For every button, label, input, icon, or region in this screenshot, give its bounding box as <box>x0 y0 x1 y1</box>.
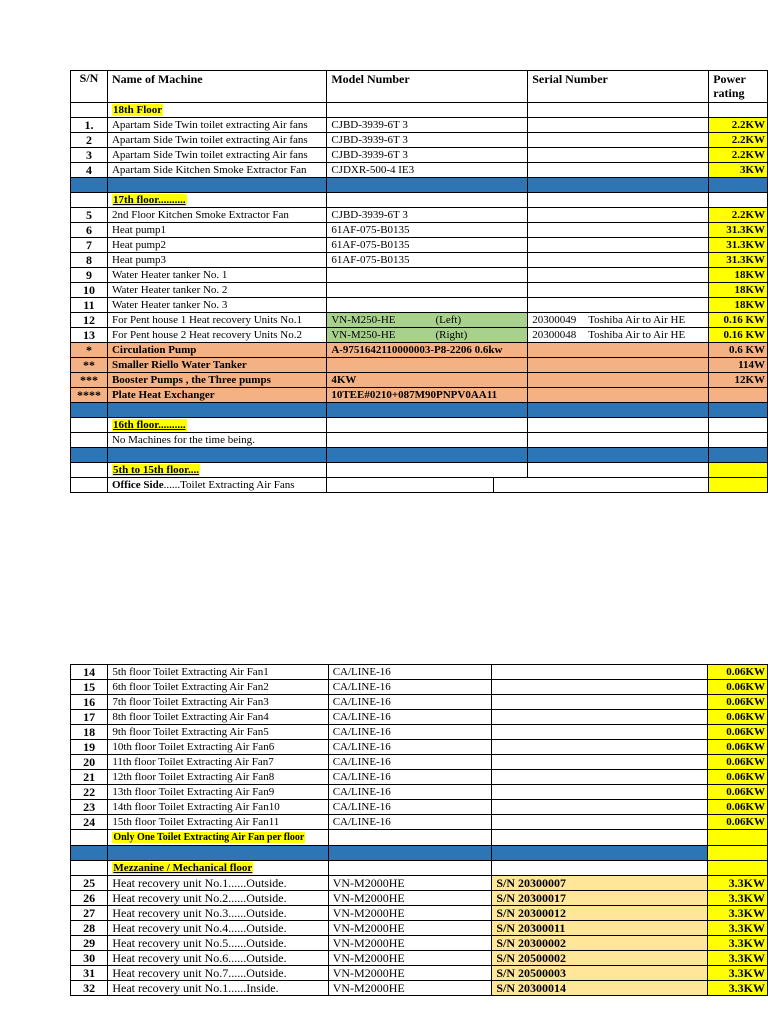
model-number-cell <box>327 298 528 313</box>
serial-number-cell: 20 <box>71 755 108 770</box>
machine-name-cell: 14th floor Toilet Extracting Air Fan10 <box>108 800 328 815</box>
power-rating-cell: 114W <box>709 358 768 373</box>
machine-name-cell: 12th floor Toilet Extracting Air Fan8 <box>108 770 328 785</box>
model-number-cell <box>327 328 528 343</box>
serial-number-cell: 23 <box>71 800 108 815</box>
machine-name-cell: 6th floor Toilet Extracting Air Fan2 <box>108 680 328 695</box>
machine-name-cell: For Pent house 1 Heat recovery Units No.1 <box>107 313 326 328</box>
header-power-line2: rating <box>713 86 745 100</box>
table-row <box>71 388 768 403</box>
machine-name-cell: Circulation Pump <box>107 343 326 358</box>
serial-cell <box>492 665 708 680</box>
separator-row <box>71 403 768 418</box>
model-number-cell: CJBD-3939-6T 3 <box>327 118 528 133</box>
power-rating-cell <box>709 388 768 403</box>
serial-cell <box>492 740 708 755</box>
machine-name-cell: 2nd Floor Kitchen Smoke Extractor Fan <box>107 208 326 223</box>
model-number-cell: CA/LINE-16 <box>328 695 492 710</box>
machine-name-cell: Apartam Side Twin toilet extracting Air fans <box>107 133 326 148</box>
fan-note-row <box>71 830 768 846</box>
power-rating-cell: 31.3KW <box>709 223 768 238</box>
machine-name-cell: Heat recovery unit No.5......Outside. <box>108 936 328 951</box>
unit-side-text: (Right) <box>435 329 468 341</box>
floor16-note: No Machines for the time being. <box>107 433 326 448</box>
serial-cell <box>492 725 708 740</box>
machine-name-cell: 11th floor Toilet Extracting Air Fan7 <box>108 755 328 770</box>
power-rating-cell: 3.3KW <box>708 951 768 966</box>
table-row <box>71 328 768 343</box>
model-number-cell: VN-M2000HE <box>328 876 492 891</box>
power-rating-cell: 0.16 KW <box>709 328 768 343</box>
model-number-cell: CA/LINE-16 <box>328 680 492 695</box>
power-rating-cell: 0.06KW <box>708 695 768 710</box>
separator-row <box>71 448 768 463</box>
model-text: VN-M250-HE <box>331 329 396 341</box>
table-row <box>71 981 768 996</box>
machine-name-cell: 5th floor Toilet Extracting Air Fan1 <box>108 665 328 680</box>
model-number-cell: CJBD-3939-6T 3 <box>327 208 528 223</box>
office-side-label: Office Side <box>111 479 164 491</box>
power-rating-cell: 0.06KW <box>708 740 768 755</box>
section-row-18th <box>71 103 768 118</box>
serial-number-cell: 1. <box>71 118 108 133</box>
model-number-cell: VN-M2000HE <box>328 981 492 996</box>
serial-text: 20300049 <box>532 314 577 326</box>
office-side-desc: ......Toilet Extracting Air Fans <box>163 479 295 491</box>
table-row <box>71 891 768 906</box>
power-rating-cell: 2.2KW <box>709 133 768 148</box>
serial-number-cell: 3 <box>71 148 108 163</box>
table-row <box>71 800 768 815</box>
serial-number-cell: 7 <box>71 238 108 253</box>
power-rating-cell: 3.3KW <box>708 981 768 996</box>
serial-number-cell: 4 <box>71 163 108 178</box>
note-row-16th <box>71 433 768 448</box>
table-row <box>71 665 768 680</box>
power-rating-cell: 3.3KW <box>708 921 768 936</box>
serial-cell <box>528 133 709 148</box>
machine-name-cell: For Pent house 2 Heat recovery Units No.2 <box>107 328 326 343</box>
serial-cell <box>528 148 709 163</box>
serial-number-cell: 12 <box>71 313 108 328</box>
table-row <box>71 680 768 695</box>
serial-cell <box>492 815 708 830</box>
serial-number-cell: 15 <box>71 680 108 695</box>
fan-note: Only One Toilet Extracting Air Fan per floor <box>113 832 305 843</box>
separator-row <box>71 178 768 193</box>
serial-number-cell: 28 <box>71 921 108 936</box>
header-serial: Serial Number <box>528 71 709 103</box>
serial-number-cell: 16 <box>71 695 108 710</box>
model-number-cell: VN-M2000HE <box>328 936 492 951</box>
model-number-cell: CA/LINE-16 <box>328 665 492 680</box>
machine-name-cell: Apartam Side Kitchen Smoke Extractor Fan <box>107 163 326 178</box>
power-rating-cell: 0.06KW <box>708 680 768 695</box>
power-rating-cell: 3.3KW <box>708 891 768 906</box>
power-rating-cell: 0.06KW <box>708 815 768 830</box>
section-row-5th-15th <box>71 463 768 478</box>
header-name: Name of Machine <box>107 71 326 103</box>
model-number-cell: VN-M2000HE <box>328 891 492 906</box>
power-rating-cell: 12KW <box>709 373 768 388</box>
brand-text: Toshiba Air to Air HE <box>588 314 686 326</box>
table-row <box>71 951 768 966</box>
table-row <box>71 770 768 785</box>
serial-number-cell: 5 <box>71 208 108 223</box>
model-text: VN-M250-HE <box>331 314 396 326</box>
machine-name-cell: Apartam Side Twin toilet extracting Air fans <box>107 118 326 133</box>
section-title-17th-floor: 17th floor.......... <box>112 194 186 206</box>
model-number-cell: 10TEE#0210+087M90PNPV0AA11 <box>327 388 528 403</box>
power-rating-cell: 0.16 KW <box>709 313 768 328</box>
serial-cell <box>528 313 709 328</box>
table-row <box>71 208 768 223</box>
power-rating-cell: 0.06KW <box>708 665 768 680</box>
section-title-mezzanine: Mezzanine / Mechanical floor <box>113 862 253 874</box>
table-row <box>71 268 768 283</box>
power-rating-cell: 0.06KW <box>708 725 768 740</box>
serial-number-cell: 11 <box>71 298 108 313</box>
table-row <box>71 118 768 133</box>
table-row <box>71 253 768 268</box>
serial-cell: S/N 20300007 <box>492 876 708 891</box>
serial-cell: S/N 20300014 <box>492 981 708 996</box>
serial-cell <box>492 710 708 725</box>
model-number-cell: CA/LINE-16 <box>328 740 492 755</box>
serial-number-cell: 31 <box>71 966 108 981</box>
serial-cell <box>492 785 708 800</box>
table-row <box>71 148 768 163</box>
power-rating-cell: 0.06KW <box>708 800 768 815</box>
table-row <box>71 906 768 921</box>
power-rating-cell: 18KW <box>709 268 768 283</box>
power-rating-cell: 3.3KW <box>708 936 768 951</box>
power-rating-cell: 3.3KW <box>708 876 768 891</box>
model-number-cell: VN-M2000HE <box>328 921 492 936</box>
serial-number-cell: 19 <box>71 740 108 755</box>
machine-table-bottom <box>70 664 768 996</box>
model-number-cell: CA/LINE-16 <box>328 755 492 770</box>
machine-name-cell: 10th floor Toilet Extracting Air Fan6 <box>108 740 328 755</box>
serial-cell <box>528 268 709 283</box>
serial-cell <box>492 800 708 815</box>
serial-cell <box>528 283 709 298</box>
model-number-cell <box>327 313 528 328</box>
model-number-cell: CA/LINE-16 <box>328 725 492 740</box>
model-number-cell: 61AF-075-B0135 <box>327 253 528 268</box>
serial-cell <box>528 373 709 388</box>
model-number-cell <box>327 268 528 283</box>
table-row <box>71 133 768 148</box>
serial-cell: S/N 20500003 <box>492 966 708 981</box>
serial-number-cell: 14 <box>71 665 108 680</box>
machine-name-cell: 13th floor Toilet Extracting Air Fan9 <box>108 785 328 800</box>
table-row <box>71 163 768 178</box>
serial-text: 20300048 <box>532 329 577 341</box>
serial-number-cell: 10 <box>71 283 108 298</box>
table-row <box>71 936 768 951</box>
power-rating-cell: 3.3KW <box>708 906 768 921</box>
serial-cell: S/N 20300011 <box>492 921 708 936</box>
serial-number-cell: 27 <box>71 906 108 921</box>
table-row <box>71 740 768 755</box>
serial-cell <box>528 163 709 178</box>
machine-name-cell: Heat pump1 <box>107 223 326 238</box>
power-rating-cell: 0.06KW <box>708 785 768 800</box>
machine-name-cell: Heat pump2 <box>107 238 326 253</box>
model-number-cell: CJDXR-500-4 IE3 <box>327 163 528 178</box>
serial-cell <box>492 770 708 785</box>
power-rating-cell: 0.6 KW <box>709 343 768 358</box>
power-rating-cell: 31.3KW <box>709 253 768 268</box>
table-row <box>71 876 768 891</box>
serial-number-cell: 6 <box>71 223 108 238</box>
machine-name-cell: Heat recovery unit No.3......Outside. <box>108 906 328 921</box>
model-number-cell <box>327 283 528 298</box>
serial-number-cell: 24 <box>71 815 108 830</box>
serial-cell: S/N 20300017 <box>492 891 708 906</box>
serial-cell <box>528 358 709 373</box>
table-row <box>71 921 768 936</box>
section-row-16th <box>71 418 768 433</box>
table-row <box>71 373 768 388</box>
model-number-cell: 61AF-075-B0135 <box>327 238 528 253</box>
serial-cell <box>528 238 709 253</box>
serial-number-cell: * <box>71 343 108 358</box>
table-row <box>71 755 768 770</box>
serial-cell <box>528 328 709 343</box>
table-row <box>71 358 768 373</box>
serial-cell <box>528 298 709 313</box>
serial-number-cell: 32 <box>71 981 108 996</box>
serial-number-cell: 13 <box>71 328 108 343</box>
serial-number-cell: 9 <box>71 268 108 283</box>
model-number-cell: CA/LINE-16 <box>328 770 492 785</box>
serial-number-cell: 29 <box>71 936 108 951</box>
serial-cell <box>528 118 709 133</box>
machine-name-cell: Heat recovery unit No.1......Inside. <box>108 981 328 996</box>
power-rating-cell: 0.06KW <box>708 710 768 725</box>
brand-text: Toshiba Air to Air HE <box>588 329 686 341</box>
table-row <box>71 238 768 253</box>
header-model: Model Number <box>327 71 528 103</box>
separator-row <box>71 846 768 861</box>
model-number-cell: CA/LINE-16 <box>328 815 492 830</box>
machine-name-cell: Heat recovery unit No.7......Outside. <box>108 966 328 981</box>
serial-cell <box>492 755 708 770</box>
serial-number-cell: *** <box>71 373 108 388</box>
machine-name-cell: 15th floor Toilet Extracting Air Fan11 <box>108 815 328 830</box>
serial-cell <box>528 223 709 238</box>
table-row <box>71 343 768 358</box>
power-rating-cell: 3KW <box>709 163 768 178</box>
table-row <box>71 815 768 830</box>
serial-cell <box>492 695 708 710</box>
model-number-cell: CJBD-3939-6T 3 <box>327 133 528 148</box>
header-power <box>709 71 768 103</box>
section-row-17th <box>71 193 768 208</box>
serial-number-cell: ** <box>71 358 108 373</box>
model-number-cell: CA/LINE-16 <box>328 785 492 800</box>
machine-name-cell: Heat recovery unit No.2......Outside. <box>108 891 328 906</box>
machine-name-cell: Heat recovery unit No.6......Outside. <box>108 951 328 966</box>
power-rating-cell: 31.3KW <box>709 238 768 253</box>
model-number-cell: VN-M2000HE <box>328 906 492 921</box>
section-title-16th-floor: 16th floor.......... <box>112 419 186 431</box>
serial-cell: S/N 20300002 <box>492 936 708 951</box>
table-row <box>71 695 768 710</box>
serial-number-cell: 21 <box>71 770 108 785</box>
serial-cell <box>528 208 709 223</box>
table-row <box>71 223 768 238</box>
machine-name-cell: Heat recovery unit No.1......Outside. <box>108 876 328 891</box>
power-rating-cell: 3.3KW <box>708 966 768 981</box>
power-rating-cell: 0.06KW <box>708 755 768 770</box>
model-number-cell: CA/LINE-16 <box>328 800 492 815</box>
serial-cell <box>492 680 708 695</box>
power-rating-cell: 2.2KW <box>709 148 768 163</box>
power-rating-cell: 18KW <box>709 298 768 313</box>
section-row-mezzanine <box>71 861 768 876</box>
header-sn: S/N <box>71 71 108 103</box>
office-side-row <box>71 478 768 493</box>
model-number-cell: 4KW <box>327 373 528 388</box>
serial-cell <box>528 388 709 403</box>
machine-name-cell: Booster Pumps , the Three pumps <box>107 373 326 388</box>
serial-cell: S/N 20300012 <box>492 906 708 921</box>
serial-number-cell: 25 <box>71 876 108 891</box>
table-row <box>71 785 768 800</box>
table-row <box>71 966 768 981</box>
model-number-cell: VN-M2000HE <box>328 966 492 981</box>
model-number-cell: A-9751642110000003-P8-2206 0.6kw <box>327 343 528 358</box>
header-power-line1: Power <box>713 72 746 86</box>
model-number-cell: CA/LINE-16 <box>328 710 492 725</box>
machine-name-cell: Smaller Riello Water Tanker <box>107 358 326 373</box>
serial-number-cell: 17 <box>71 710 108 725</box>
machine-name-cell: Apartam Side Twin toilet extracting Air fans <box>107 148 326 163</box>
section-title-18th-floor: 18th Floor <box>112 104 163 116</box>
section-title-5th-15th-floor: 5th to 15th floor.... <box>112 464 200 476</box>
model-number-cell: VN-M2000HE <box>328 951 492 966</box>
machine-name-cell: Heat recovery unit No.4......Outside. <box>108 921 328 936</box>
table-row <box>71 313 768 328</box>
serial-number-cell: 22 <box>71 785 108 800</box>
table-row <box>71 298 768 313</box>
serial-cell <box>528 343 709 358</box>
serial-number-cell: 26 <box>71 891 108 906</box>
machine-name-cell: Heat pump3 <box>107 253 326 268</box>
serial-number-cell: 18 <box>71 725 108 740</box>
machine-table-top <box>70 70 768 493</box>
power-rating-cell: 2.2KW <box>709 118 768 133</box>
table-header-row <box>71 71 768 103</box>
serial-number-cell: 30 <box>71 951 108 966</box>
serial-number-cell: 2 <box>71 133 108 148</box>
serial-cell: S/N 20500002 <box>492 951 708 966</box>
machine-name-cell: Water Heater tanker No. 2 <box>107 283 326 298</box>
power-rating-cell: 2.2KW <box>709 208 768 223</box>
table-row <box>71 283 768 298</box>
power-rating-cell: 0.06KW <box>708 770 768 785</box>
table-row <box>71 725 768 740</box>
serial-number-cell: **** <box>71 388 108 403</box>
machine-name-cell: 7th floor Toilet Extracting Air Fan3 <box>108 695 328 710</box>
machine-name-cell: 9th floor Toilet Extracting Air Fan5 <box>108 725 328 740</box>
serial-number-cell: 8 <box>71 253 108 268</box>
unit-side-text: (Left) <box>435 314 462 326</box>
table-row <box>71 710 768 725</box>
machine-name-cell: Plate Heat Exchanger <box>107 388 326 403</box>
power-rating-cell: 18KW <box>709 283 768 298</box>
serial-cell <box>528 253 709 268</box>
model-number-cell <box>327 358 528 373</box>
model-number-cell: CJBD-3939-6T 3 <box>327 148 528 163</box>
model-number-cell: 61AF-075-B0135 <box>327 223 528 238</box>
machine-name-cell: Water Heater tanker No. 1 <box>107 268 326 283</box>
machine-name-cell: Water Heater tanker No. 3 <box>107 298 326 313</box>
machine-name-cell: 8th floor Toilet Extracting Air Fan4 <box>108 710 328 725</box>
